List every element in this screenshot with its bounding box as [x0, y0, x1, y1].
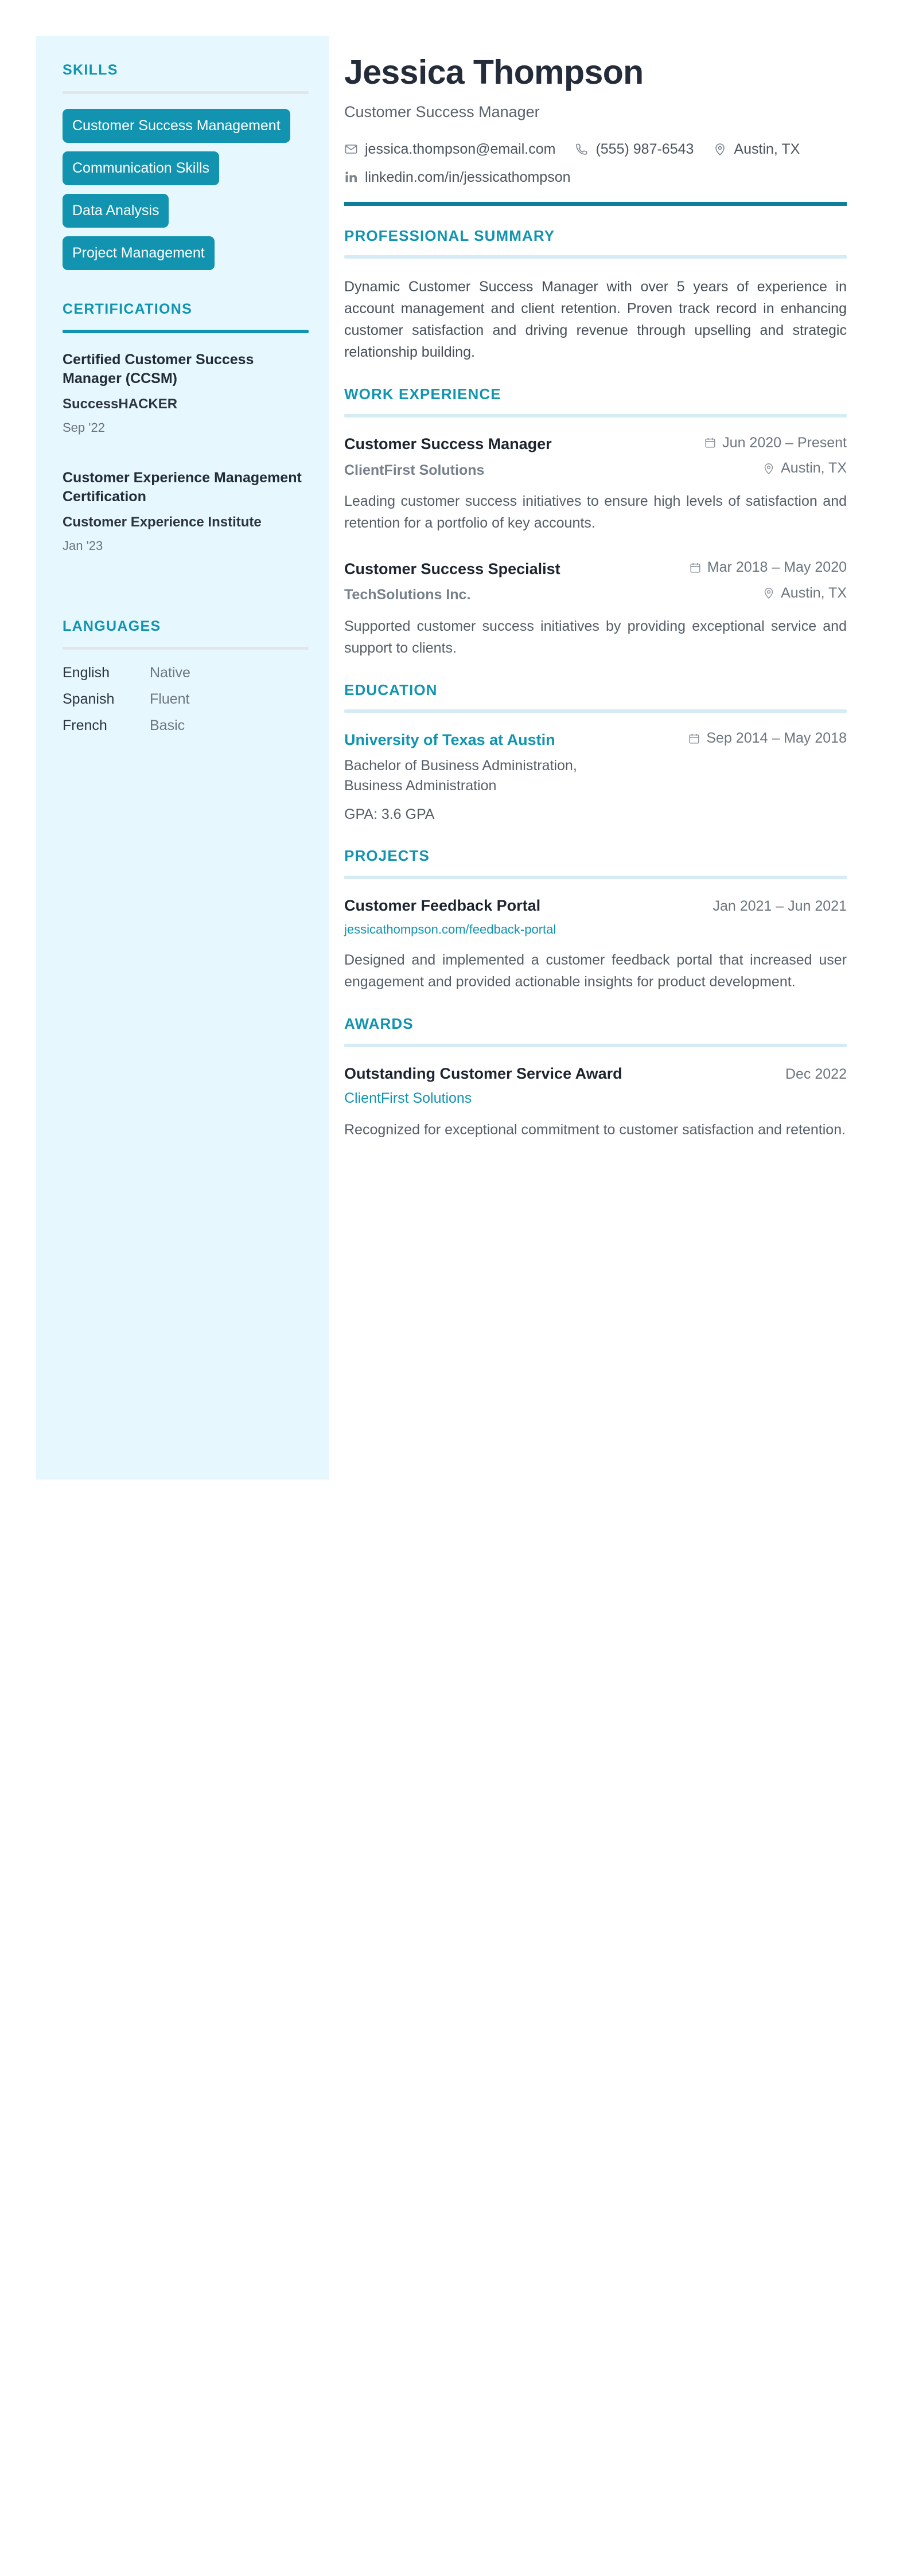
section-heading-projects: PROJECTS [344, 847, 430, 865]
work-company: ClientFirst Solutions [344, 462, 485, 478]
location-pin-icon [762, 587, 775, 599]
work-dates [689, 559, 847, 576]
contact-line-secondary [344, 169, 847, 186]
section-heading-awards: AWARDS [344, 1015, 414, 1033]
certifications-list [63, 350, 309, 555]
section-divider [344, 709, 847, 713]
skill-pill[interactable]: Communication Skills [63, 151, 219, 185]
award-entry-subheader [344, 1090, 847, 1107]
work-entry [344, 435, 847, 534]
project-dates [713, 898, 847, 915]
work-location-text: Austin, TX [781, 584, 847, 601]
language-level: Basic [150, 717, 185, 734]
section-divider [344, 414, 847, 417]
skills-divider [63, 91, 309, 94]
contact-line-primary [344, 141, 847, 158]
education-dates-text: Sep 2014 – May 2018 [706, 730, 847, 747]
summary-text: Dynamic Customer Success Manager with over 5 years of experience in account management and client retention. Proven track record in enhancing customer satisfaction and driving revenue through upselling and strategic relationship building. [344, 279, 847, 361]
language-name: French [63, 717, 107, 734]
section-heading-work: WORK EXPERIENCE [344, 385, 501, 403]
work-dates [704, 435, 847, 451]
certification-item [63, 469, 309, 555]
work-entry-header [344, 559, 847, 578]
project-dates-text: Jan 2021 – Jun 2021 [713, 897, 847, 914]
section-professional-summary [344, 228, 847, 364]
section-work-experience [344, 386, 847, 658]
education-entry [344, 730, 847, 825]
sidebar-heading-certifications: CERTIFICATIONS [63, 300, 193, 317]
work-entry-subheader [344, 460, 847, 479]
award-entry [344, 1064, 847, 1140]
work-entry [344, 559, 847, 658]
work-dates-text: Jun 2020 – Present [722, 434, 847, 451]
calendar-icon [688, 732, 700, 745]
education-school[interactable]: University of Texas at Austin [344, 731, 555, 748]
work-location [762, 460, 847, 477]
skills-list [63, 109, 309, 270]
contact-email[interactable] [344, 141, 555, 158]
certification-issuer: Customer Experience Institute [63, 514, 262, 530]
contact-phone[interactable] [575, 141, 694, 158]
project-entry [344, 896, 847, 993]
section-divider [344, 876, 847, 879]
award-description: Recognized for exceptional commitment to customer satisfaction and retention. [344, 1121, 846, 1138]
work-description: Supported customer success initiatives by providing exceptional service and support to clients. [344, 618, 847, 656]
certification-item [63, 350, 309, 436]
project-entry-header [344, 896, 847, 915]
contact-location-text: Austin, TX [734, 140, 800, 157]
work-entry-subheader [344, 585, 847, 604]
language-name: Spanish [63, 691, 115, 708]
candidate-role: Customer Success Manager [344, 103, 540, 121]
work-description: Leading customer success initiatives to ensure high levels of satisfaction and retention for a portfolio of key accounts. [344, 493, 847, 532]
contact-email-text: jessica.thompson@email.com [365, 140, 556, 157]
skill-pill[interactable]: Data Analysis [63, 194, 169, 228]
contact-linkedin-text: linkedin.com/in/jessicathompson [365, 169, 571, 185]
language-item [63, 665, 309, 681]
contact-location [713, 141, 800, 158]
sidebar [36, 36, 329, 1480]
work-job-title: Customer Success Manager [344, 435, 552, 453]
education-degree: Bachelor of Business Administration, Business Administration [344, 757, 577, 794]
location-pin-icon [762, 462, 775, 475]
section-awards [344, 1016, 847, 1140]
envelope-icon [344, 142, 358, 156]
work-company: TechSolutions Inc. [344, 587, 471, 603]
header-divider [344, 202, 847, 206]
certification-issuer: SuccessHACKER [63, 396, 178, 412]
work-dates-text: Mar 2018 – May 2020 [707, 559, 847, 576]
project-title: Customer Feedback Portal [344, 896, 541, 914]
project-description: Designed and implemented a customer feedback portal that increased user engagement and provided actionable insights for product development. [344, 952, 847, 990]
section-projects [344, 848, 847, 993]
award-issuer[interactable]: ClientFirst Solutions [344, 1090, 472, 1106]
location-pin-icon [713, 142, 727, 156]
language-level: Native [150, 665, 190, 681]
contact-phone-text: (555) 987-6543 [595, 140, 694, 157]
section-education [344, 682, 847, 825]
award-entry-header [344, 1064, 847, 1083]
section-divider [344, 1044, 847, 1047]
certification-date: Sep '22 [63, 420, 105, 435]
language-name: English [63, 665, 110, 681]
calendar-icon [704, 436, 717, 449]
award-date [785, 1066, 847, 1083]
contact-linkedin[interactable] [344, 169, 571, 186]
certification-name: Customer Experience Management Certification [63, 469, 302, 505]
languages-divider [63, 647, 309, 650]
linkedin-icon [344, 170, 358, 184]
sidebar-heading-languages: LANGUAGES [63, 618, 161, 634]
sidebar-heading-skills: SKILLS [63, 62, 118, 78]
education-gpa: GPA: 3.6 GPA [344, 806, 435, 822]
section-divider [344, 255, 847, 259]
calendar-icon [689, 561, 702, 574]
language-item [63, 717, 309, 734]
work-job-title: Customer Success Specialist [344, 560, 560, 577]
project-url[interactable]: jessicathompson.com/feedback-portal [344, 922, 556, 936]
languages-list [63, 665, 309, 734]
certification-date: Jan '23 [63, 538, 103, 553]
work-entry-header [344, 435, 847, 454]
work-location [762, 585, 847, 602]
education-entry-header [344, 730, 847, 749]
skill-pill[interactable]: Project Management [63, 236, 215, 270]
work-location-text: Austin, TX [781, 460, 847, 477]
award-date-text: Dec 2022 [785, 1066, 847, 1083]
skill-pill[interactable]: Customer Success Management [63, 109, 290, 143]
main-content [344, 55, 847, 1164]
spacer [63, 279, 309, 302]
section-heading-summary: PROFESSIONAL SUMMARY [344, 227, 555, 244]
certification-name: Certified Customer Success Manager (CCSM) [63, 352, 254, 387]
phone-icon [575, 142, 589, 156]
section-heading-education: EDUCATION [344, 681, 438, 698]
language-item [63, 691, 309, 708]
spacer [63, 587, 309, 619]
language-level: Fluent [150, 691, 190, 708]
education-dates [688, 730, 847, 747]
award-title: Outstanding Customer Service Award [344, 1065, 622, 1083]
certifications-divider [63, 330, 309, 333]
candidate-name: Jessica Thompson [344, 53, 644, 91]
